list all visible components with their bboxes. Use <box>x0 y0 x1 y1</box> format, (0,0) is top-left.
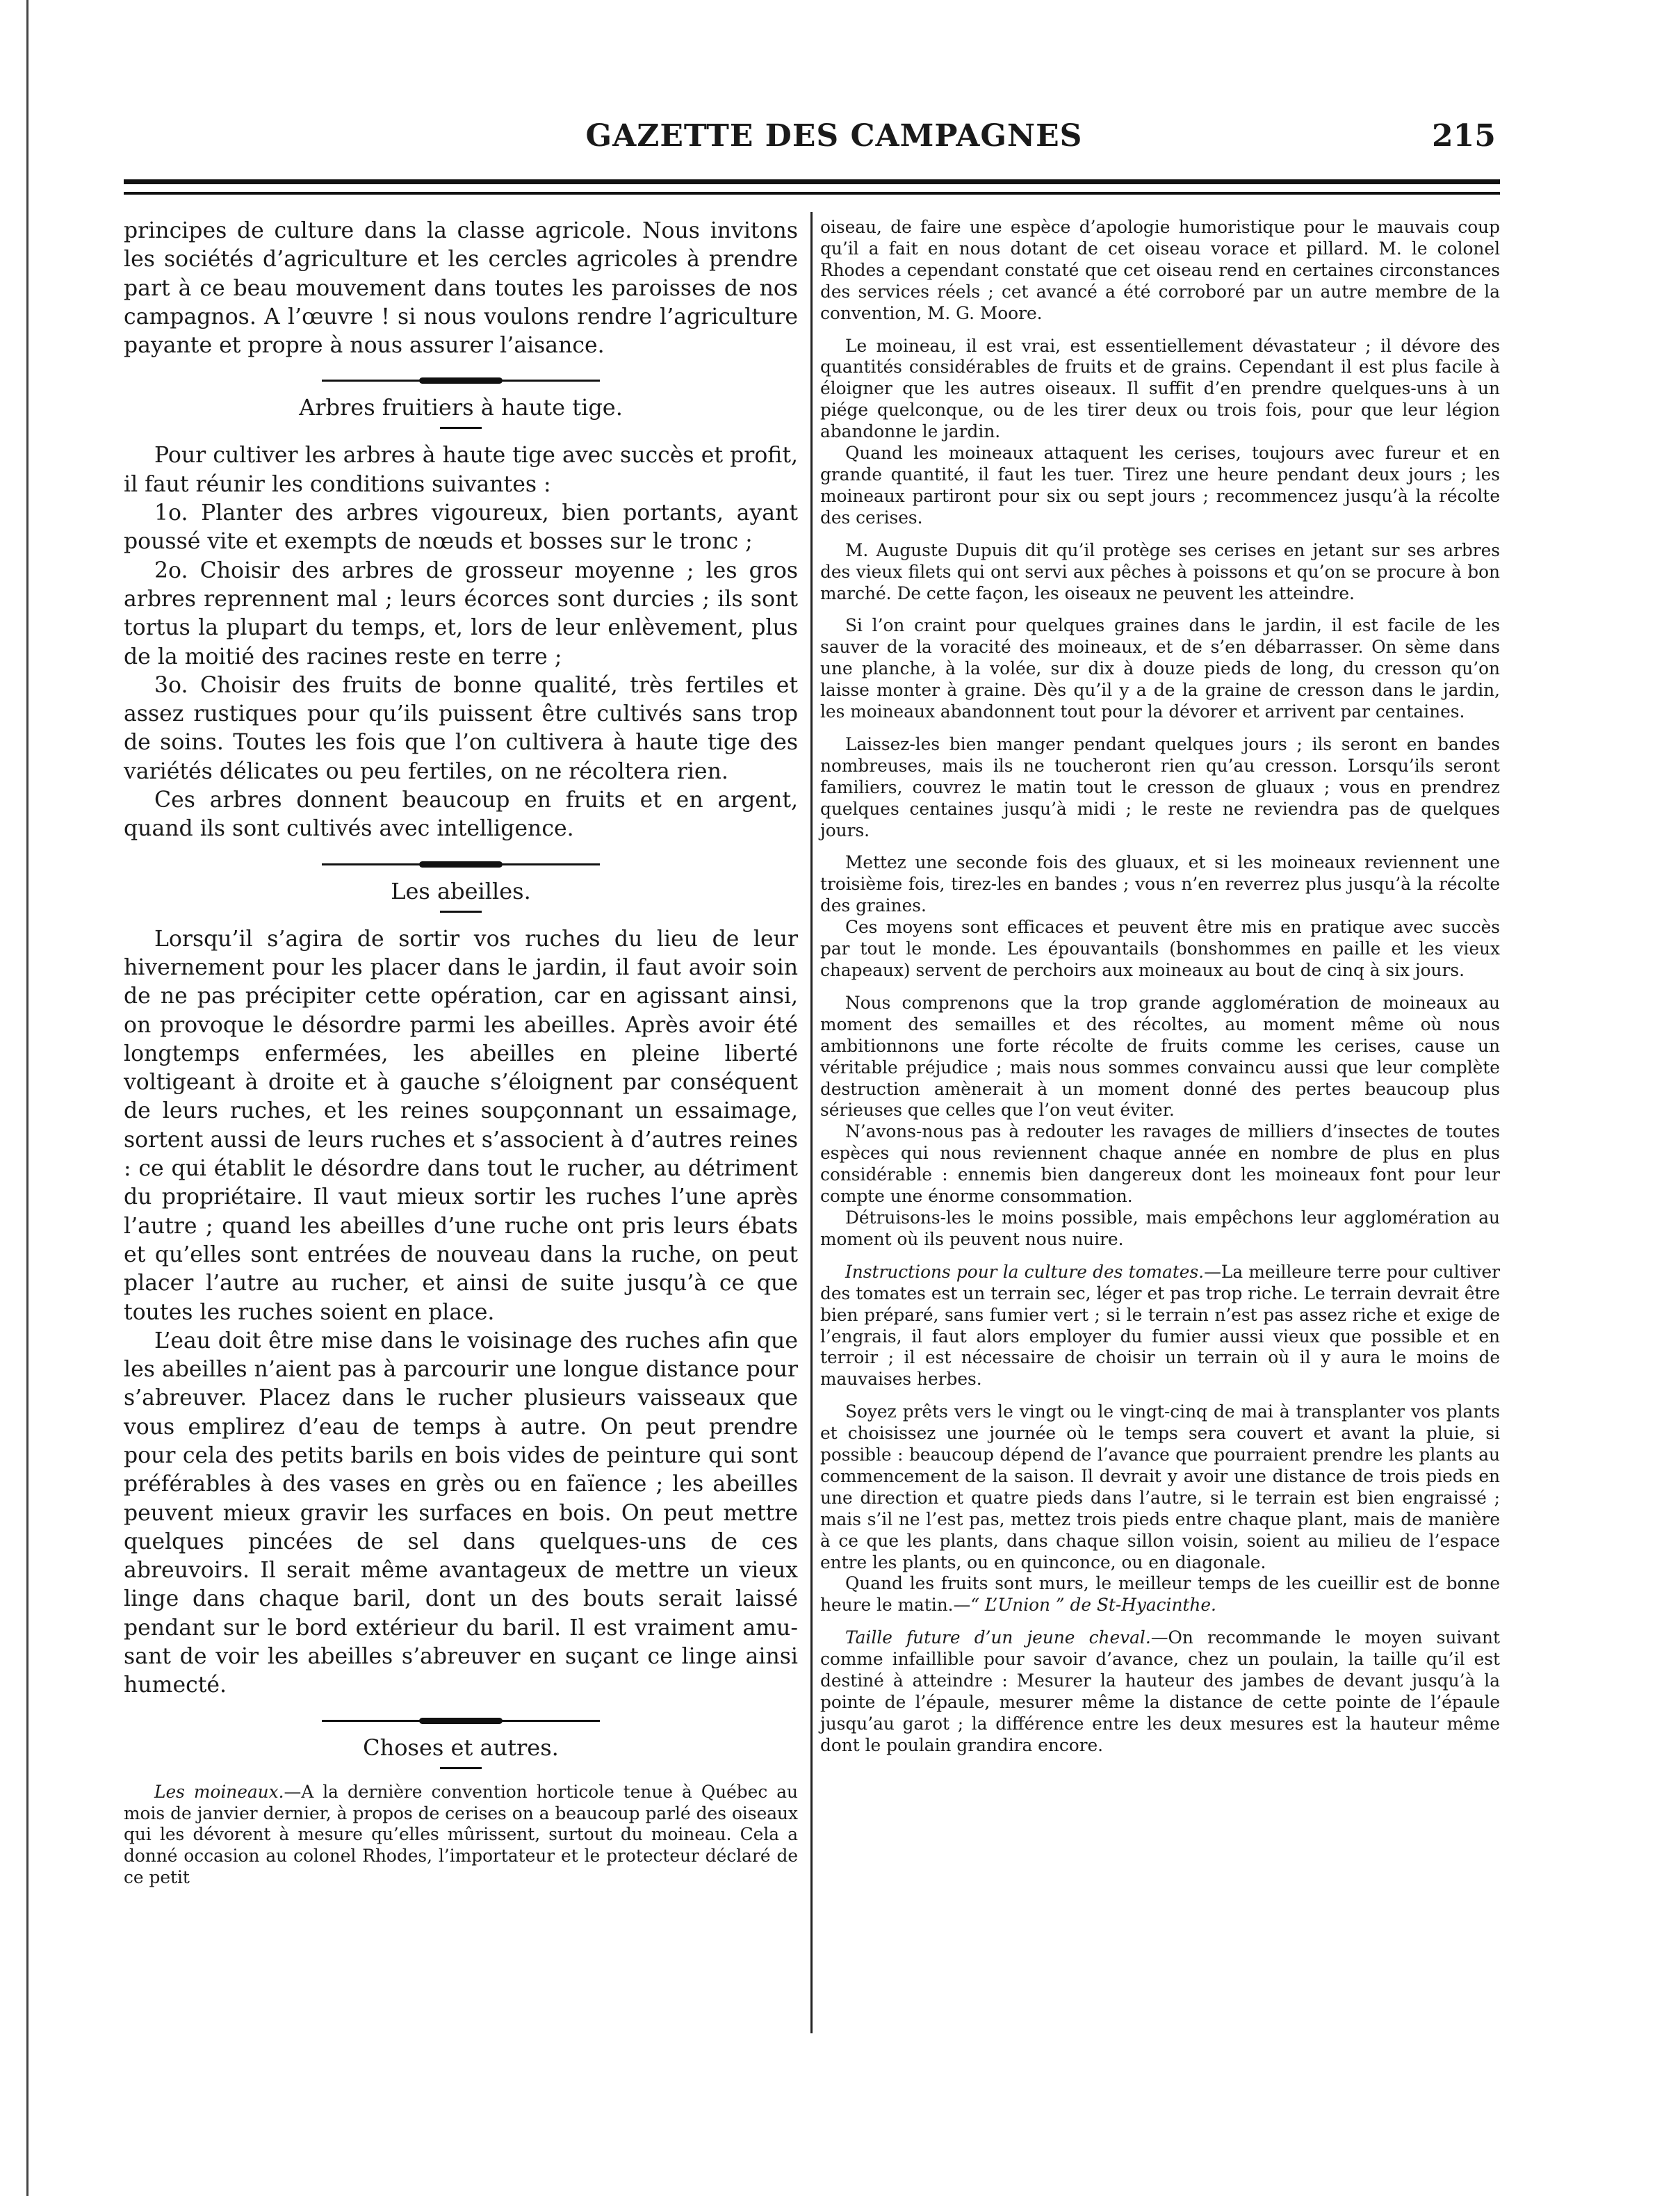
title-underline <box>440 1767 482 1769</box>
paragraph: Détruisons-les le moins possible, mais empêchons leur agglomération au moment où ils peuvent nous nuire. <box>820 1207 1500 1249</box>
paragraph: Nous comprenons que la trop grande agglomération de moineaux au moment des semailles et des récoltes, au moment même où nous ambitionnons une forte récolte de fruits comme les cerises, cause un véritable préjudice ; mais nous sommes convaincu aussi que leur complète destruction amènerait à un moment donné des pertes beaucoup plus sérieuses que celles que l’on veut éviter. <box>820 992 1500 1121</box>
paragraph: Ces arbres donnent beaucoup en fruits et en argent, quand ils sont cultivés avec intelligence. <box>124 788 798 842</box>
scan-margin-line <box>26 0 28 2196</box>
page-header-title: GAZETTE DES CAMPAGNES <box>585 118 1083 154</box>
section-ornament <box>322 1716 600 1725</box>
paragraph: Ces moyens sont efficaces et peuvent être mis en pratique avec succès par tout le monde. Les épouvantails (bonshommes en paille et les vieux chapeaux) servent de perchoirs aux moineaux au bout de cinq à six jours. <box>820 917 1500 980</box>
header-rule-thick <box>124 179 1500 184</box>
section-title-choses: Choses et autres. <box>363 1734 559 1761</box>
paragraph: Pour cultiver les arbres à haute tige avec succès et profit, il faut réunir les conditions suivantes : <box>124 443 798 497</box>
paragraph: Quand les moineaux attaquent les cerises, toujours avec fureur et en grande quantité, il faut les tuer. Tirez une heure pendant deux jours ; les moineaux partiront pour six ou sept jours ; recommencez jusqu’à la récolte des cerises. <box>820 443 1500 528</box>
paragraph: 1o. Planter des arbres vigoureux, bien portants, ayant poussé vite et exempts de nœuds et bosses sur le tronc ; <box>124 501 798 555</box>
paragraph: N’avons-nous pas à redouter les ravages de milliers d’insectes de toutes espèces qui nous reviennent chaque année en nombre de plus en plus considérable : ennemis bien dangereux dont les moineaux font pour leur compte une énorme consommation. <box>820 1121 1500 1207</box>
paragraph: Lorsqu’il s’agira de sortir vos ruches du lieu de leur hivernement pour les placer dans le jardin, il faut avoir soin de ne pas précipiter cette opération, car en agissant ainsi, on provoque le désordre parmi les abeilles. Après avoir été longtemps enfermées, les abeilles en pleine liberté voltigeant à droite et à gauche s’éloignent par conséquent de leurs ruches, et les reines soupçonnant un essaimage, sortent aussi de leurs ruches et s’associent à d’autres reines : ce qui établit le désordre dans tout le rucher, au détriment du propriétaire. Il vaut mieux sortir les ruches l’une après l’autre ; quand les abeilles d’une ruche ont pris leurs ébats et qu’elles sont entrées de nouveau dans la ruche, on peut placer l’autre au rucher, et ainsi de suite jusqu’à ce que toutes les ruches soient en place. <box>124 926 798 1325</box>
paragraph-text: Quand les fruits sont murs, le meilleur temps de les cueillir est de bonne heure le matin.— <box>820 1573 1500 1616</box>
paragraph-moineaux <box>124 1782 798 1889</box>
paragraph: 3o. Choisir des fruits de bonne qualité, très fertiles et assez rustiques pour qu’ils puissent être cultivés sans trop de soins. Toutes les fois que l’on cultivera à haute tige des variétés délicates ou peu fertiles, on ne récoltera rien. <box>124 672 798 784</box>
header-rule-thin <box>124 192 1500 195</box>
left-column <box>124 217 798 1889</box>
paragraph: Mettez une seconde fois des gluaux, et si les moineaux reviennent une troisième fois, tirez-les en bandes ; vous n’en reverrez plus jusqu’à la récolte des graines. <box>820 852 1500 916</box>
section-ornament <box>322 859 600 869</box>
paragraph: Soyez prêts vers le vingt ou le vingt-cinq de mai à transplanter vos plants et choisissez une journée où le temps sera couvert et avant la pluie, si possible : beaucoup dépend de l’avance que pourraient prendre les plants au commencement de la saison. Il devrait y avoir une distance de trois pieds en une direction et quatre pieds dans l’autre, si le terrain est bien engraissé ; mais s’il ne l’est pas, mettez trois pieds entre chaque plant, mais de manière à ce que les plants, dans chaque sillon voisin, soient au milieu de l’espace entre les plants, ou en quinconce, ou en diagonale. <box>820 1401 1500 1572</box>
paragraph-fruits <box>820 1573 1500 1616</box>
right-column <box>820 217 1500 1757</box>
source-citation: “ L’Union ” de St-Hyacinthe. <box>970 1595 1216 1616</box>
paragraph: Laissez-les bien manger pendant quelques jours ; ils seront en bandes nombreuses, mais ils ne toucheront rien qu’au cresson. Lorsqu’ils seront familiers, couvrez le matin tout le cresson de gluaux ; vous en prendrez quelques centaines jusqu’à midi ; le reste ne reviendra pas de quelques jours. <box>820 733 1500 840</box>
paragraph: M. Auguste Dupuis dit qu’il protège ses cerises en jetant sur ses arbres des vieux filets qui ont servi aux pêches à poissons et qu’on se procure à bon marché. De cette façon, les oiseaux ne peuvent les atteindre. <box>820 539 1500 603</box>
intro-paragraph: principes de culture dans la classe agricole. Nous invitons les sociétés d’agriculture et les cercles agricoles à prendre part à ce beau mouvement dans toutes les paroisses de nos campagnos. A l’œuvre ! si nous voulons rendre l’agriculture payante et propre à nous assurer l’aisance. <box>124 218 798 359</box>
paragraph: Le moineau, il est vrai, est essentiellement dévastateur ; il dévore des quantités considérables de fruits et de grains. Cependant il est plus facile à éloigner que les autres oiseaux. Il suffit d’en prendre quelques-uns à un piége quelconque, ou de les tirer deux ou trois fois, pour que leur légion abandonne le jardin. <box>820 335 1500 442</box>
section-title-arbres: Arbres fruitiers à haute tige. <box>299 394 623 421</box>
title-underline <box>440 911 482 913</box>
paragraph-cheval <box>820 1627 1500 1756</box>
paragraph: Si l’on craint pour quelques graines dans le jardin, il est facile de les sauver de la voracité des moineaux, et de s’en débarrasser. On sème dans une planche, à la volée, sur dix à douze pieds de long, du cresson qu’on laisse monter à graine. Dès qu’il y a de la graine de cresson dans le jardin, les moineaux abandonnent tout pour la dévorer et arrivent par centaines. <box>820 615 1500 722</box>
paragraph-text: —La meilleure terre pour cultiver des tomates est un terrain sec, léger et pas trop riche. Le terrain devrait être bien préparé, sans fumier vert ; si le terrain n’est pas assez riche et exige de l’engrais, il faut alors employer du fumier aussi vieux que possible et en terroir ; il est nécessaire de choisir un terrain où il y aura le moins de mauvaises herbes. <box>820 1261 1500 1390</box>
paragraph: L’eau doit être mise dans le voisinage des ruches afin que les abeilles n’aient pas à parcourir une longue distance pour s’abreuver. Placez dans le rucher plusieurs vaisseaux que vous emplirez d’eau de temps à autre. On peut prendre pour cela des petits barils en bois vides de peinture qui sont préférables à des vases en grès ou en faïence ; les abeilles peuvent mieux gravir les surfaces en bois. On peut mettre quelques pincées de sel dans quelques-uns de ces abreuvoirs. Il serait même avantageux de mettre un vieux linge dans chaque baril, dont un des bouts serait laissé pendant sur le bord extérieur du baril. Il est vraiment amusant de voir les abeilles s’abreuver en suçant ce linge ainsi humecté. <box>124 1328 798 1698</box>
section-ornament <box>322 375 600 385</box>
paragraph-lead: Taille future d’un jeune cheval. <box>845 1627 1151 1648</box>
paragraph-text: —A la dernière convention horticole tenue à Québec au mois de janvier dernier, à propos de cerises on a beaucoup parlé des oiseaux qui les dévorent à mesure qu’elles mûrissent, surtout du moineau. Cela a donné occasion au colonel Rhodes, l’importateur et le protecteur déclaré de ce petit <box>124 1781 798 1888</box>
paragraph: 2o. Choisir des arbres de grosseur moyenne ; les gros arbres reprennent mal ; leurs écorces sont durcies ; ils sont tortus la plupart du temps, et, lors de leur enlèvement, plus de la moitié des racines reste en terre ; <box>124 558 798 669</box>
section-title-abeilles: Les abeilles. <box>391 877 531 904</box>
paragraph: oiseau, de faire une espèce d’apologie humoristique pour le mauvais coup qu’il a fait en nous dotant de cet oiseau vorace et pillard. M. le colonel Rhodes a cependant constaté que cet oiseau rend en certaines circonstances des services réels ; cet avancé a été corroboré par un autre membre de la convention, M. G. Moore. <box>820 217 1500 323</box>
title-underline <box>440 427 482 429</box>
page-number: 215 <box>1432 118 1496 154</box>
paragraph-text: —On recommande le moyen suivant comme infaillible pour savoir d’avance, chez un poulain, la taille qu’il est destiné à atteindre : Mesurer la hauteur des jambes de devant jusqu’à la pointe de l’épaule, mesurer même la distance de cette pointe de l’épaule jusqu’au garot ; la différence entre les deux mesures est la hauteur même dont le poulain grandira encore. <box>820 1627 1500 1755</box>
paragraph-lead: Les moineaux. <box>154 1781 284 1802</box>
paragraph-tomates <box>820 1262 1500 1390</box>
paragraph-lead: Instructions pour la culture des tomates. <box>845 1261 1205 1282</box>
column-separator <box>810 212 813 2033</box>
